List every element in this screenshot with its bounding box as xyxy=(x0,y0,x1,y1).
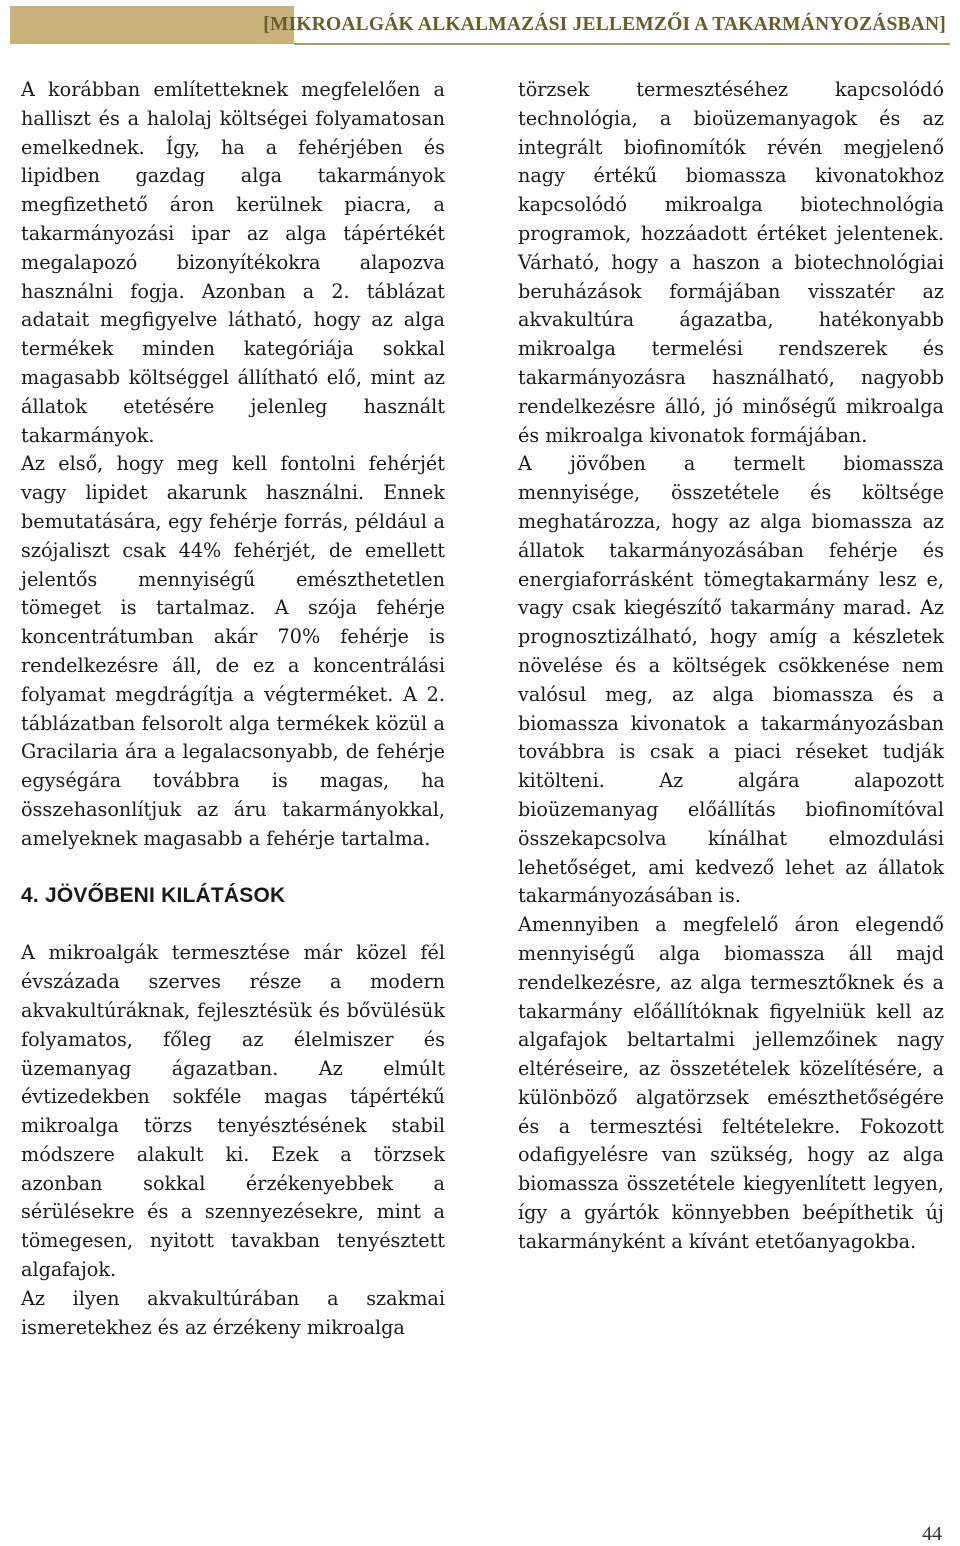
left-paragraph-3: A mikroalgák termesztése már közel fél évszázada szerves része a modern akvakultúráknak, fejlesztésük és bővülésük folyamatos, főleg az élelmiszer és üzemanyag ágazatban. Az elmúlt évtizedekben sokféle magas tápértékű mikroalga törzs tenyésztésének stabil módszere alakult ki. Ezek a törzsek azonban sokkal érzékenyebbek a sérülésekre és a szennyezésekre, mint a tömegesen, nyitott tavakban tenyésztett algafajok. xyxy=(21,941,445,1282)
section-heading: 4. JÖVŐBENI KILÁTÁSOK xyxy=(21,883,286,907)
right-paragraph-3: Amennyiben a megfelelő áron elegendő mennyiségű alga biomassza áll majd rendelkezésre, az alga termesztőknek és a takarmány előállítóknak figyelniük kell az algafajok beltartalmi jellemzőinek nagy eltéréseire, az összetételek közelítésére, a különböző algatörzsek emészthetőségére és a termesztési feltételekre. Fokozott odafigyelésre van szükség, hogy az alga biomassza összetétele kiegyenlített legyen, így a gyártók könnyebben beépíthetik új takarmányként a kívánt etetőanyagokba. xyxy=(518,913,944,1253)
left-paragraph-2: Az első, hogy meg kell fontolni fehérjét vagy lipidet akarunk használni. Ennek bemutatására, egy fehérje forrás, például a szójaliszt csak 44% fehérjét, de emellett jelentős mennyiségű emészthetetlen tömeget is tartalmaz. A szója fehérje koncentrátumban akár 70% fehérje is rendelkezésre áll, de ez a koncentrálási folyamat megdrágítja a végterméket. A 2. táblázatban felsorolt alga termékek közül a Gracilaria ára a legalacsonyabb, de fehérje egységára továbbra is magas, ha összehasonlítjuk az áru takarmányokkal, amelyeknek magasabb a fehérje tartalma. xyxy=(21,452,445,850)
page-number: 44 xyxy=(922,1523,942,1545)
left-column xyxy=(21,76,445,1342)
header-rule xyxy=(294,43,950,45)
left-paragraph-4: Az ilyen akvakultúrában a szakmai ismeretekhez és az érzékeny mikroalga xyxy=(21,1286,445,1339)
right-paragraph-1: törzsek termesztéséhez kapcsolódó technológia, a bioüzemanyagok és az integrált biofinomítók révén megjelenő nagy értékű biomassza kivonatokhoz kapcsolódó mikroalga biotechnológia programok, hozzáadott értéket jelentenek. Várható, hogy a haszon a biotechnológiai beruházások formájában visszatér az akvakultúra ágazatba, hatékonyabb mikroalga termelési rendszerek és takarmányozásra használható, nagyobb rendelkezésre álló, jó minőségű mikroalga és mikroalga kivonatok formájában. xyxy=(518,78,944,447)
right-column xyxy=(518,76,944,1257)
running-header-title: [MIKROALGÁK ALKALMAZÁSI JELLEMZŐI A TAKARMÁNYOZÁSBAN] xyxy=(263,14,946,35)
header-accent-band xyxy=(10,6,294,44)
right-paragraph-2: A jövőben a termelt biomassza mennyisége, összetétele és költsége meghatározza, hogy az alga biomassza az állatok takarmányozásában fehérje és energiaforrásként tömegtakarmány lesz e, vagy csak kiegészítő takarmány marad. Az prognosztizálható, hogy amíg a készletek növelése és a költségek csökkenése nem valósul meg, az alga biomassza és a biomassza kivonatok a takarmányozásban továbbra is csak a piaci réseket tudják kitölteni. Az algára alapozott bioüzemanyag előállítás biofinomítóval összekapcsolva kínálhat elmozdulási lehetőséget, ami kedvező lehet az állatok takarmányozásában is. xyxy=(518,452,944,908)
left-paragraph-1: A korábban említetteknek megfelelően a halliszt és a halolaj költségei folyamatosan emelkednek. Így, ha a fehérjében és lipidben gazdag alga takarmányok megfizethető áron kerülnek piacra, a takarmányozási ipar az alga tápértékét megalapozó bizonyítékokra alapozva használni fogja. Azonban a 2. táblázat adatait megfigyelve látható, hogy az alga termékek minden kategóriája sokkal magasabb költséggel állítható elő, mint az állatok etetésére jelenleg használt takarmányok. xyxy=(21,78,445,447)
